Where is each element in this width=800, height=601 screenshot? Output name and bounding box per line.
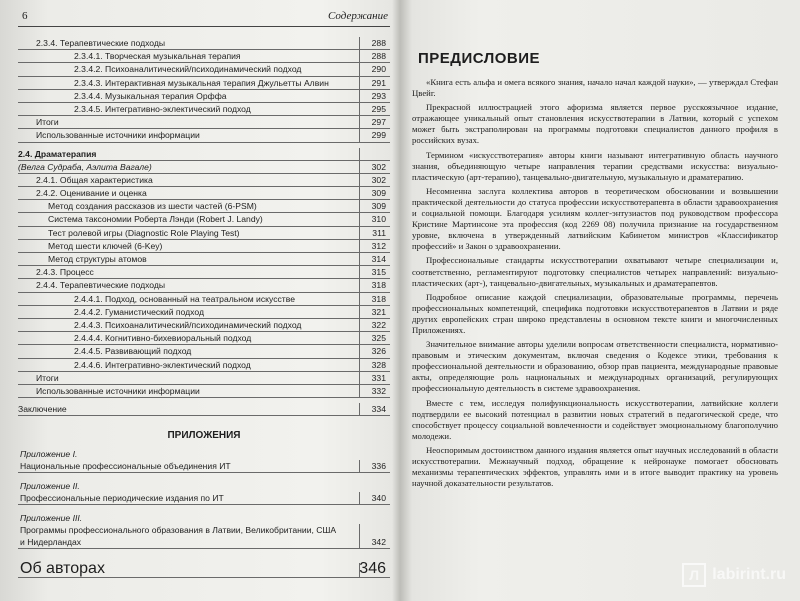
toc-entry-page: 322: [371, 319, 386, 330]
foreword-paragraph: Неоспоримым достоинством данного издания является опыт научных исследований в области искусствотерапии. Межнаучный подход, обращение к нейронауке помогает обосновать механизмы терапевтических эффектов, управлять ими и в итоге выводит практику на уровень научной доказательности результатов.: [412, 444, 778, 489]
toc-entry-page: 314: [371, 254, 386, 264]
toc-row: [18, 174, 390, 187]
toc-entry-page: 302: [371, 161, 386, 172]
right-page: [412, 36, 784, 591]
appendix-list: [18, 449, 390, 549]
appendix-label: Приложение III.: [20, 513, 83, 524]
toc-entry-page: 321: [371, 306, 386, 317]
appendix-page: 342: [371, 537, 386, 548]
toc-row: [18, 187, 390, 200]
toc-row: [18, 372, 390, 385]
foreword-paragraph: «Книга есть альфа и омега всякого знания, начало начал каждой науки», — утверждал Стефан Цвейг.: [412, 77, 778, 99]
labirint-logo-icon: Л: [682, 563, 706, 587]
appendix-label: Приложение I.: [20, 449, 78, 460]
foreword-paragraph: Значительное внимание авторы уделили вопросам ответственности специалиста, нормативно-правовым и этическим документам, включая сведения о Кодексе этики, требования к профессиональной деятельности и образованию, обзор прав пациента, международные правовые акты, определяющие роль национальных и международных организаций, регулирующих профессиональную деятельность в системе здравоохранения.: [412, 339, 778, 394]
toc-entry-title: 2.4.4.2. Гуманистический подход: [74, 306, 204, 317]
toc-row: [18, 63, 390, 76]
toc-entry-page: 334: [371, 404, 386, 415]
toc-row: [18, 200, 390, 213]
appendix-title: и Нидерландах: [20, 537, 82, 548]
appendix-page: 340: [371, 493, 386, 504]
toc-entry-title: 2.4.4.1. Подход, основанный на театральном искусстве: [74, 293, 295, 304]
toc-row: [18, 161, 390, 174]
toc-entry-title: 2.3.4.4. Музыкальная терапия Орффа: [74, 90, 227, 101]
toc-entry-title: 2.3.4.2. Психоаналитический/психодинамический подход: [74, 64, 302, 75]
appendix-label: Приложение II.: [20, 481, 80, 492]
watermark-text: labirint.ru: [712, 566, 786, 583]
toc-row: [18, 116, 390, 129]
appendix-line: [18, 536, 390, 549]
toc-entry-title: (Велга Судраба, Аэлита Вагале): [18, 161, 152, 172]
toc-entry-page: 312: [371, 240, 386, 251]
toc-row: [18, 90, 390, 103]
toc-entry-title: Метод шести ключей (6-Key): [48, 240, 163, 251]
toc-entry-title: Метод структуры атомов: [48, 254, 147, 264]
toc-entry-page: 311: [372, 227, 386, 238]
appendix-line: [18, 492, 390, 505]
left-page: [18, 8, 390, 593]
toc-entry-page: 318: [371, 280, 386, 291]
toc-entry-page: 295: [371, 103, 386, 114]
toc-row: [18, 345, 390, 358]
toc-row: [18, 240, 390, 253]
toc-row: [18, 403, 390, 416]
toc-entry-page: 315: [371, 267, 386, 278]
table-of-contents: [18, 37, 390, 416]
authors-entry-text: Об авторах: [20, 560, 105, 578]
toc-entry-title: 2.3.4.5. Интегративно-эклектический подход: [74, 103, 251, 114]
toc-row: [18, 37, 390, 50]
running-head: [18, 8, 390, 27]
appendix-heading: ПРИЛОЖЕНИЯ: [167, 430, 241, 442]
foreword-paragraph: Вместе с тем, исследуя полифункциональность искусствотерапии, латвийские коллеги подтвердили ее высокий потенциал в развитии новых стратегий в педагогической среде, что способствует процессу социальной вовлеченности и содействует эмоциональному благополучию молодежи.: [412, 397, 778, 441]
toc-entry-title: 2.4. Драматерапия: [18, 148, 97, 159]
toc-row: [18, 319, 390, 332]
appendix-line: [18, 460, 390, 473]
toc-entry-title: Метод создания рассказов из шести частей (6-PSM): [48, 201, 257, 212]
authors-entry: [18, 560, 390, 578]
toc-entry-title: 2.3.4. Терапевтические подходы: [36, 38, 166, 48]
foreword-paragraph: Прекрасной иллюстрацией этого афоризма является первое русскоязычное издание, отражающее уникальный опыт становления искусствотерапии в Латвии, который с успехом может быть экстраполирован на программы подготовки специалистов данного профиля в российских вузах.: [412, 102, 778, 146]
toc-row: [18, 213, 390, 226]
appendix-title: Профессиональные периодические издания по ИТ: [20, 493, 224, 504]
foreword-paragraph: Несомненна заслуга коллектива авторов в теоретическом обосновании и возвышении практической деятельности до статуса профессии искусствотерапевта в области здравоохранения и социальной помощи. Благодаря усилиям коллег-энтузиастов под руководством профессора Кристине Мартинсоне эта профессия (код 2269 08) получила признание на государственном уровне, включена в утвержденный латвийским Кабинетом министров «Классификатор профессий» и Закон о здравоохранении.: [412, 185, 778, 252]
toc-row: [18, 103, 390, 116]
toc-row: [18, 385, 390, 398]
watermark: [682, 563, 786, 587]
appendix-entry: [18, 449, 390, 473]
toc-entry-title: Использованные источники информации: [36, 385, 200, 396]
toc-entry-page: 293: [371, 90, 386, 101]
toc-entry-title: Система таксономии Роберта Лэнди (Robert J. Landy): [48, 214, 263, 225]
appendix-page: 336: [371, 461, 386, 472]
toc-entry-title: Итоги: [36, 372, 59, 383]
toc-entry-page: 302: [371, 174, 386, 185]
appendix-title: Национальные профессиональные объединения ИТ: [20, 461, 231, 472]
toc-entry-page: 326: [371, 346, 386, 357]
toc-entry-page: 288: [371, 51, 386, 62]
toc-entry-page: 290: [371, 64, 386, 75]
foreword-paragraph: Термином «искусствотерапия» авторы книги называют интегративную область научного знания, объединяющую четыре направления терапии средствами искусства: визуально-пластическую (арт-терапию), танцевально-двигательную, музыкальную и драматерапию.: [412, 149, 778, 182]
toc-row: [18, 266, 390, 279]
toc-row: [18, 359, 390, 372]
toc-row: [18, 227, 390, 240]
toc-entry-title: 2.4.4.5. Развивающий подход: [74, 346, 192, 357]
toc-entry-title: 2.4.3. Процесс: [36, 267, 94, 278]
toc-row: [18, 293, 390, 306]
toc-entry-title: Тест ролевой игры (Diagnostic Role Playing Test): [48, 227, 240, 238]
toc-entry-title: Заключение: [18, 404, 67, 415]
toc-row: [18, 50, 390, 63]
toc-entry-page: 328: [371, 359, 386, 370]
toc-row: [18, 306, 390, 319]
toc-entry-page: 332: [371, 385, 386, 396]
toc-entry-title: 2.4.2. Оценивание и оценка: [36, 188, 147, 199]
toc-entry-title: 2.3.4.1. Творческая музыкальная терапия: [74, 51, 241, 62]
toc-entry-page: 318: [371, 293, 386, 304]
toc-entry-page: 325: [371, 333, 386, 344]
toc-entry-title: Итоги: [36, 117, 59, 128]
foreword-paragraph: Подробное описание каждой специализации, образовательные программы, перечень профессиональных компетенций, специфика подготовки искусствотерапевтов в Латвии и ряде других европейских стран широко представлены в основном тексте книги и многочисленных Приложениях.: [412, 291, 778, 335]
toc-entry-title: 2.4.4.6. Интегративно-эклектический подход: [74, 359, 251, 370]
toc-entry-page: 299: [371, 130, 386, 141]
toc-entry-page: 310: [371, 214, 386, 225]
toc-row: [18, 129, 390, 142]
toc-entry-page: 297: [371, 117, 386, 128]
toc-row: [18, 279, 390, 292]
toc-entry-page: 331: [371, 372, 386, 383]
toc-entry-page: 291: [371, 77, 386, 88]
appendix-title: Программы профессионального образования в Латвии, Великобритании, США: [20, 525, 337, 536]
toc-entry-page: 309: [371, 201, 386, 212]
toc-entry-title: 2.4.4.4. Когнитивно-бихевиоральный подход: [74, 333, 252, 344]
foreword-paragraph: Профессиональные стандарты искусствотерапии охватывают четыре специализации и, соответственно, регламентируют подготовку специалистов четырех направлений: визуально-пластических (арт-), танцевально-двигательных, музыкальных и драматерапевтов.: [412, 255, 778, 288]
toc-entry-title: 2.4.4. Терапевтические подходы: [36, 280, 166, 291]
toc-row: [18, 332, 390, 345]
toc-entry-title: 2.4.1. Общая характеристика: [36, 174, 153, 185]
authors-entry-page: 346: [359, 560, 386, 578]
toc-row: [18, 77, 390, 90]
toc-entry-title: 2.4.4.3. Психоаналитический/психодинамический подход: [74, 319, 302, 330]
foreword-title: ПРЕДИСЛОВИЕ: [418, 50, 541, 67]
toc-entry-title: 2.3.4.3. Интерактивная музыкальная терапия Джульетты Алвин: [74, 77, 329, 88]
appendix-line: [18, 524, 390, 536]
foreword-body: [412, 77, 784, 489]
page-number: 6: [22, 10, 28, 22]
appendix-entry: [18, 513, 390, 549]
toc-entry-title: Использованные источники информации: [36, 130, 200, 141]
toc-row: [18, 148, 390, 161]
toc-row: [18, 253, 390, 266]
running-head-title: Содержание: [327, 10, 388, 22]
appendix-entry: [18, 481, 390, 505]
toc-entry-page: 309: [371, 188, 386, 199]
toc-entry-page: 288: [371, 38, 386, 48]
